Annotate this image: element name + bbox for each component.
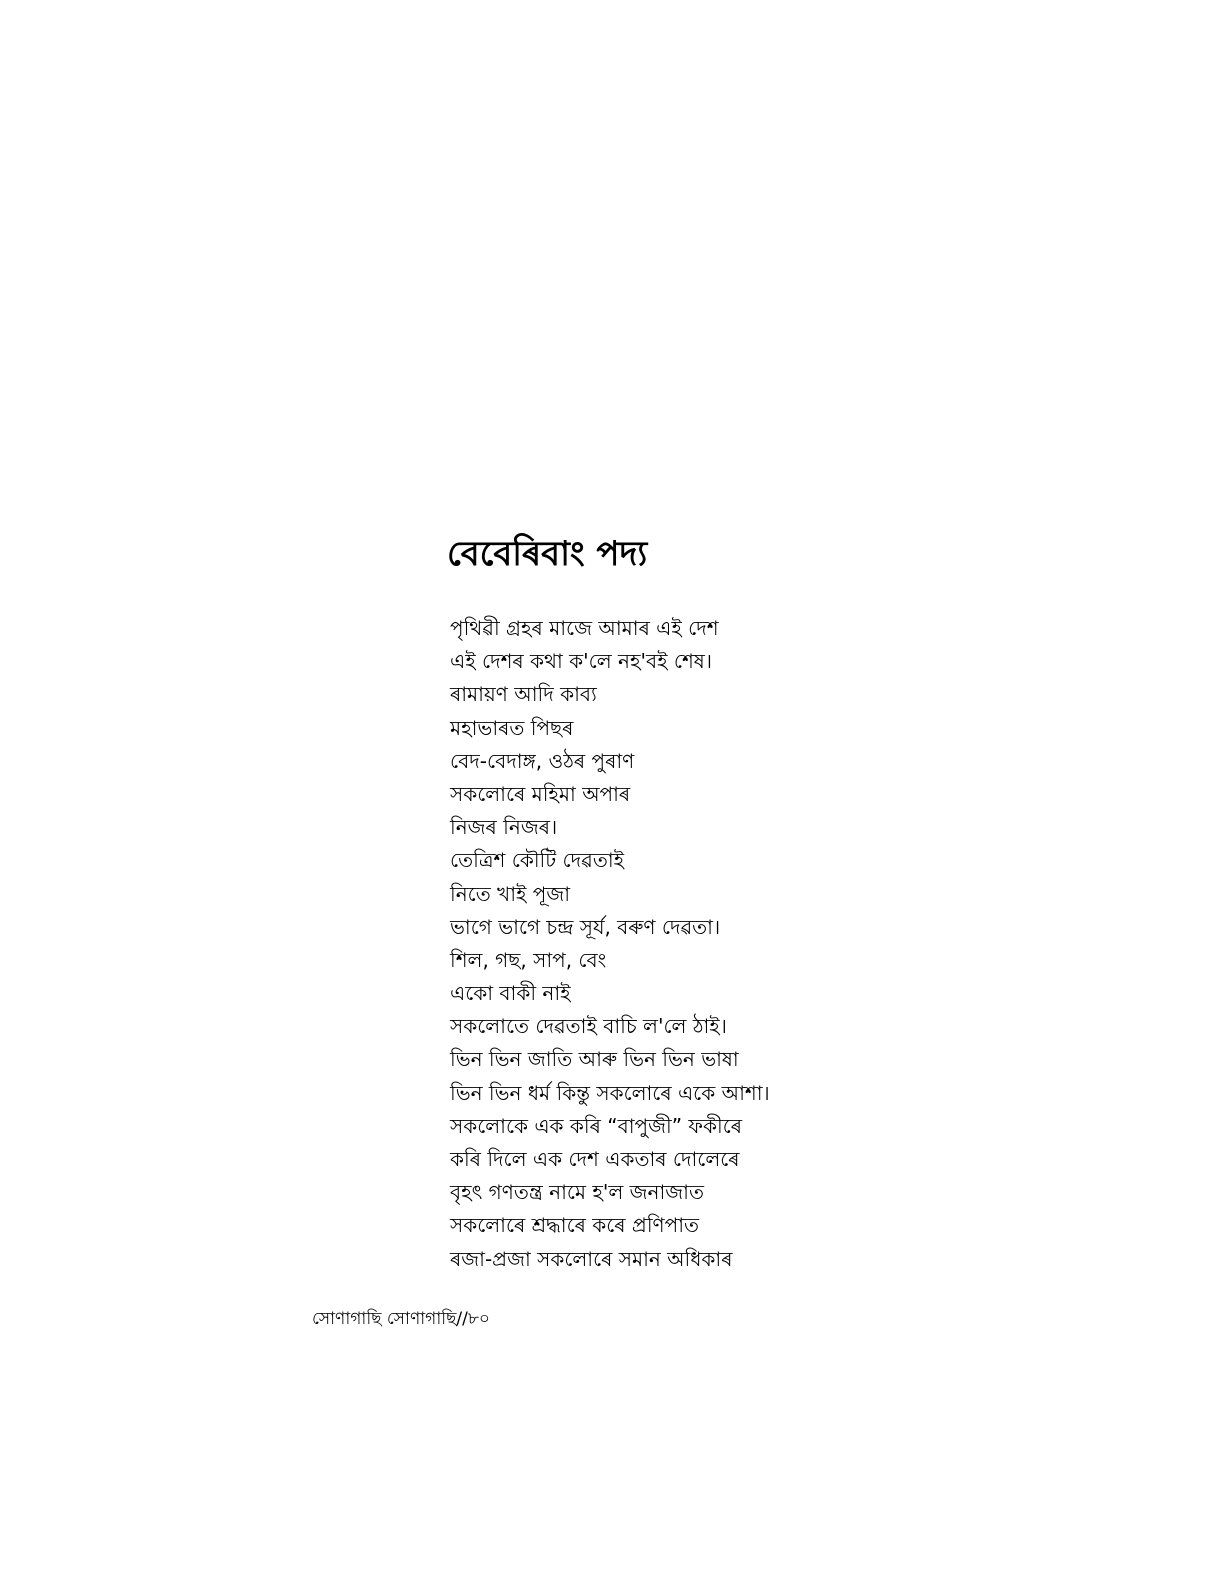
poem-line: সকলোতে দেৱতাই বাচি ল'লে ঠাই। <box>450 1014 727 1039</box>
poem-line: সকলোৰে মহিমা অপাৰ <box>450 781 631 806</box>
page-footer: সোণাগাছি সোণাগাছি//৮০ <box>312 1309 490 1329</box>
poem-line: একো বাকী নাই <box>450 981 571 1006</box>
poem-line: ৰজা-প্ৰজা সকলোৰে সমান অধিকাৰ <box>450 1246 733 1271</box>
poem-title: বেবেৰিবাং পদ্য <box>447 534 648 574</box>
poem-line: এই দেশৰ কথা ক'লে নহ'বই শেষ। <box>450 649 712 674</box>
poem-line: শিল, গছ, সাপ, বেং <box>450 947 607 972</box>
poem-line: বৃহৎ গণতন্ত্ৰ নামে হ'ল জনাজাত <box>450 1180 704 1205</box>
poem-line: ভিন ভিন ধৰ্ম কিন্তু সকলোৰে একে আশা। <box>450 1080 770 1105</box>
poem-line: ভাগে ভাগে চন্দ্ৰ সূৰ্য, বৰুণ দেৱতা। <box>450 914 721 939</box>
poem-line: পৃথিৱী গ্ৰহৰ মাজে আমাৰ এই দেশ <box>450 616 719 640</box>
poem-line: তেত্ৰিশ কৌটি দেৱতাই <box>450 848 625 873</box>
poem-line: নিজৰ নিজৰ। <box>450 815 558 840</box>
poem-body <box>450 612 770 1276</box>
poem-line: মহাভাৰত পিছৰ <box>450 715 574 740</box>
poem-line: কৰি দিলে এক দেশ একতাৰ দোলেৰে <box>450 1147 740 1171</box>
poem-line: ৰামায়ণ আদি কাব্য <box>450 682 597 707</box>
poem-line: ভিন ভিন জাতি আৰু ভিন ভিন ভাষা <box>450 1047 739 1072</box>
poem-line: বেদ-বেদাঙ্গ, ওঠৰ পুৰাণ <box>450 748 635 773</box>
poem-line: নিতে খাই পূজা <box>450 881 571 906</box>
poem-line: সকলোকে এক কৰি “বাপুজী” ফকীৰে <box>450 1113 743 1138</box>
poem-line: সকলোৰে শ্ৰদ্ধাৰে কৰে প্ৰণিপাত <box>450 1213 700 1238</box>
